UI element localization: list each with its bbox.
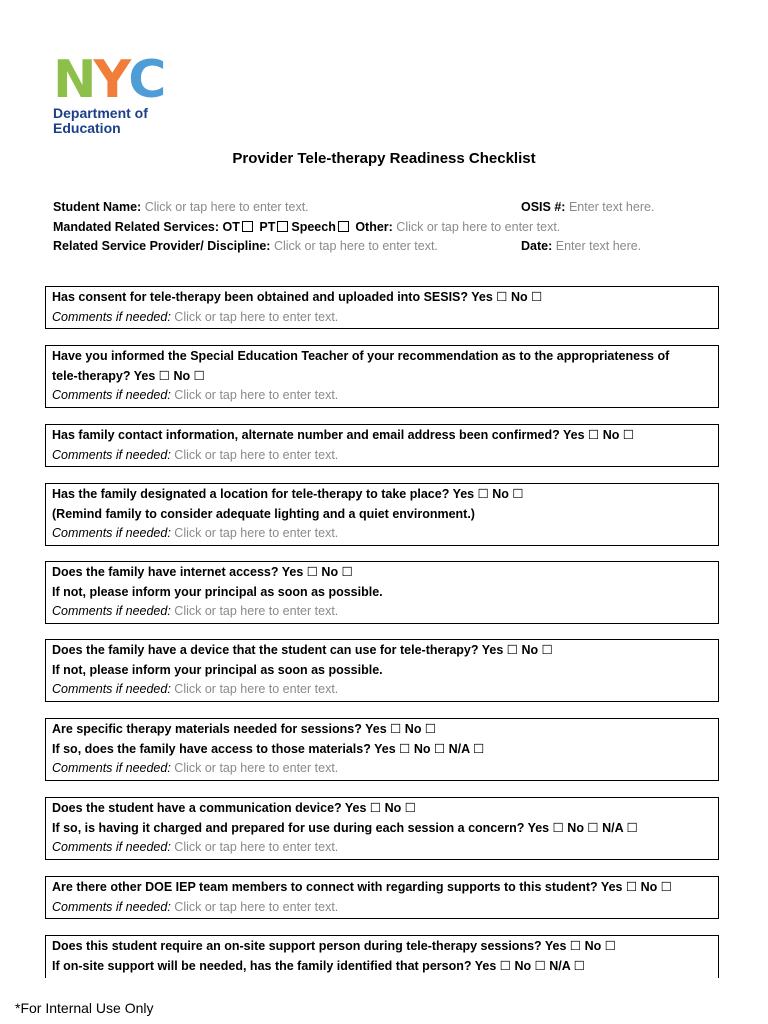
logo-text <box>53 106 183 136</box>
question-block-internet <box>45 561 719 624</box>
comments-label: Comments if needed: <box>52 899 171 914</box>
student-info <box>53 198 723 257</box>
comments-label: Comments if needed: <box>52 604 171 618</box>
question-text: If not, please inform your principal as soon as possible. <box>52 584 383 599</box>
provider-label: Related Service Provider/ Discipline: <box>53 239 271 253</box>
question-block-contact <box>45 424 719 467</box>
student-name-field[interactable]: Click or tap here to enter text. <box>144 200 309 214</box>
date-label: Date: <box>521 239 553 253</box>
comments-label: Comments if needed: <box>52 682 171 696</box>
footer-note: *For Internal Use Only <box>15 1000 154 1016</box>
question-text: Does the family have internet access? Yes ☐ No ☐ <box>52 565 353 579</box>
question-text: If not, please inform your principal as soon as possible. <box>52 662 383 677</box>
nyc-doe-logo <box>53 50 183 140</box>
question-text: If on-site support will be needed, has the family identified that person? Yes ☐ No ☐ N/A ☐ <box>52 958 585 973</box>
question-block-materials <box>45 718 719 781</box>
date-group <box>521 237 641 257</box>
comments-label: Comments if needed: <box>52 388 171 402</box>
question-text: Are there other DOE IEP team members to connect with regarding supports to this student? Yes ☐ No ☐ <box>52 880 672 894</box>
logo-edu: Education <box>53 120 121 136</box>
comment-row <box>52 898 712 918</box>
comment-row <box>52 680 712 700</box>
comment-field[interactable]: Click or tap here to enter text. <box>174 840 339 854</box>
comment-row <box>52 838 712 858</box>
pt-label: PT <box>259 219 276 234</box>
comment-row <box>52 524 712 544</box>
comment-row <box>52 386 712 406</box>
meta-row-student <box>53 198 723 218</box>
logo-dept: Department of <box>53 105 148 121</box>
question-text: Has family contact information, alternate number and email address been confirmed? Yes ☐ No ☐ <box>52 428 635 442</box>
comment-field[interactable]: Click or tap here to enter text. <box>174 682 339 696</box>
comments-label: Comments if needed: <box>52 309 171 324</box>
question-text: Does the family have a device that the student can use for tele-therapy? Yes ☐ No ☐ <box>52 643 553 657</box>
logo-letter-y: Y <box>93 50 129 110</box>
meta-row-services <box>53 218 723 238</box>
speech-label: Speech <box>291 219 336 234</box>
date-field[interactable]: Enter text here. <box>555 239 642 253</box>
comment-row <box>52 446 712 466</box>
page-title: Provider Tele-therapy Readiness Checklist <box>232 150 536 167</box>
question-text: Has the family designated a location for tele-therapy to take place? Yes ☐ No ☐ <box>52 487 524 501</box>
question-block-teacher <box>45 345 719 408</box>
question-text: Does the student have a communication device? Yes ☐ No ☐ <box>52 801 416 815</box>
osis-field[interactable]: Enter text here. <box>568 200 655 214</box>
pt-checkbox[interactable] <box>277 221 288 232</box>
logo-letter-c: C <box>128 50 164 110</box>
nyc-logo-mark <box>53 50 183 110</box>
question-text: Are specific therapy materials needed for sessions? Yes ☐ No ☐ <box>52 722 437 736</box>
comment-field[interactable]: Click or tap here to enter text. <box>174 447 339 462</box>
question-block-iep-team <box>45 876 719 919</box>
question-text: Have you informed the Special Education Teacher of your recommendation as to the appropriateness of <box>52 349 670 363</box>
mandated-label: Mandated Related Services: <box>53 219 220 234</box>
question-text: tele-therapy? Yes ☐ No ☐ <box>52 368 205 383</box>
comment-field[interactable]: Click or tap here to enter text. <box>174 388 339 402</box>
comment-field[interactable]: Click or tap here to enter text. <box>174 899 339 914</box>
question-text: If so, is having it charged and prepared for use during each session a concern? Yes ☐ No ☐ N/A ☐ <box>52 820 638 835</box>
comments-label: Comments if needed: <box>52 526 171 540</box>
other-label: Other: <box>355 219 393 234</box>
comment-field[interactable]: Click or tap here to enter text. <box>174 309 339 324</box>
question-text: (Remind family to consider adequate lighting and a quiet environment.) <box>52 506 475 521</box>
comments-label: Comments if needed: <box>52 447 171 462</box>
comment-field[interactable]: Click or tap here to enter text. <box>174 761 339 775</box>
student-name-label: Student Name: <box>53 200 142 214</box>
comments-label: Comments if needed: <box>52 840 171 854</box>
osis-group <box>521 198 654 218</box>
question-block-location <box>45 483 719 546</box>
comment-field[interactable]: Click or tap here to enter text. <box>174 604 339 618</box>
meta-row-provider <box>53 237 723 257</box>
ot-label: OT <box>222 219 240 234</box>
question-block-consent <box>45 286 719 329</box>
provider-field[interactable]: Click or tap here to enter text. <box>273 239 438 253</box>
other-field[interactable]: Click or tap here to enter text. <box>396 219 561 234</box>
comment-row <box>52 602 712 622</box>
question-block-onsite-support <box>45 935 719 978</box>
comment-row <box>52 759 712 779</box>
comment-field[interactable]: Click or tap here to enter text. <box>174 526 339 540</box>
question-block-device <box>45 639 719 702</box>
comments-label: Comments if needed: <box>52 761 171 775</box>
osis-label: OSIS #: <box>521 200 566 214</box>
ot-checkbox[interactable] <box>242 221 253 232</box>
question-block-communication-device <box>45 797 719 860</box>
question-text: Does this student require an on-site support person during tele-therapy sessions? Yes ☐ No ☐ <box>52 939 616 953</box>
comment-row <box>52 308 712 328</box>
logo-letter-n: N <box>53 50 94 110</box>
question-text: If so, does the family have access to those materials? Yes ☐ No ☐ N/A ☐ <box>52 741 485 756</box>
question-text: Has consent for tele-therapy been obtained and uploaded into SESIS? Yes ☐ No ☐ <box>52 290 543 304</box>
speech-checkbox[interactable] <box>338 221 349 232</box>
